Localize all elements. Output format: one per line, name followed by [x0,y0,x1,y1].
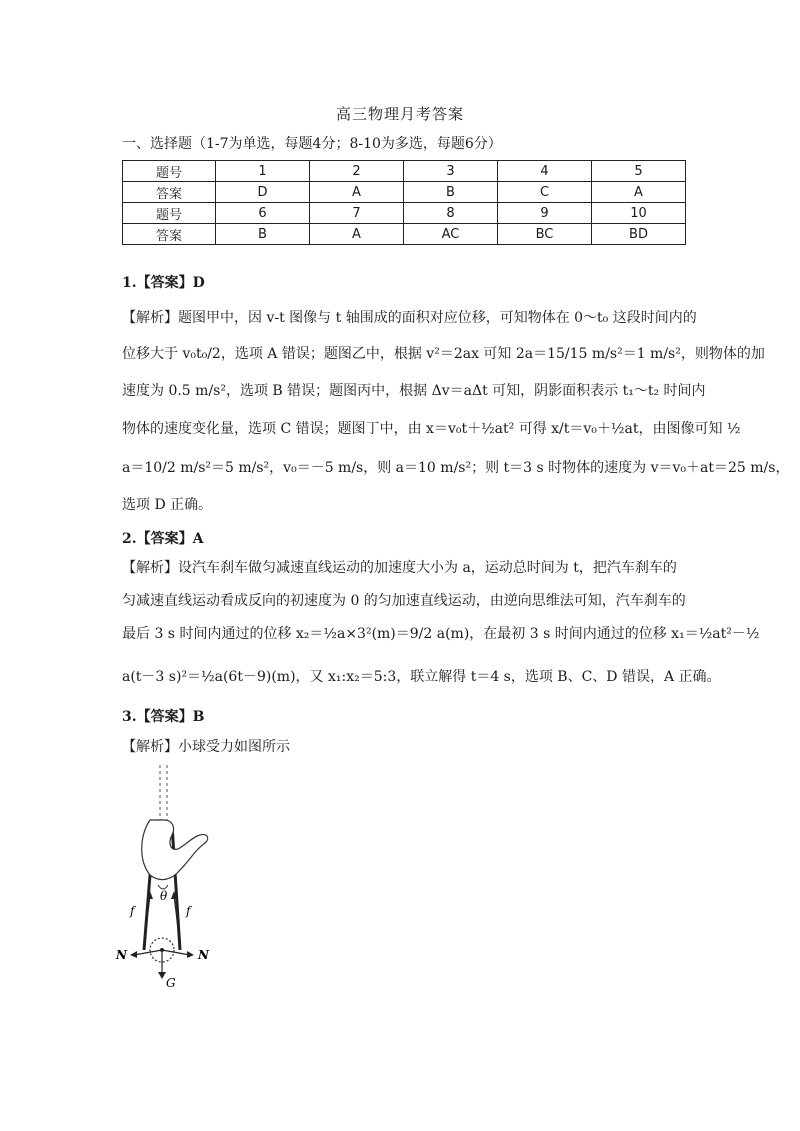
q3-explanation-line: 【解析】小球受力如图所示 [122,739,290,755]
table-cell: B [216,224,310,245]
table-cell: B [404,182,498,203]
table-cell: 答案 [123,182,216,203]
g-label: G [166,976,176,990]
table-cell: 题号 [123,161,216,182]
table-cell: 题号 [123,203,216,224]
table-cell: 4 [498,161,592,182]
q2-explanation-line: 【解析】设汽车刹车做匀减速直线运动的加速度大小为 a，运动总时间为 t，把汽车刹车的 [122,560,677,576]
q1-explanation-line: 位移大于 v₀t₀/2，选项 A 错误；题图乙中，根据 v²＝2ax 可知 2a＝15/15 m/s²＝1 m/s²，则物体的加 [122,346,765,362]
q1-explanation-line: a＝10/2 m/s²＝5 m/s²，v₀＝－5 m/s，则 a＝10 m/s²；则 t＝3 s 时物体的速度为 v＝v₀＋at＝25 m/s， [122,460,790,476]
table-row [123,224,686,245]
arrowhead [130,951,137,958]
table-cell: 9 [498,203,592,224]
table-cell: 6 [216,203,310,224]
theta-label: θ [160,889,168,903]
q1-answer-label: 1.【答案】D [122,275,205,291]
arrowhead [187,951,194,958]
hand-icon [142,820,208,880]
force-diagram [110,765,220,990]
q1-explanation-line: 物体的速度变化量，选项 C 错误；题图丁中，由 x＝v₀t＋½at² 可得 x/t＝v₀＋½at，由图像可知 ½ [122,421,741,437]
table-cell: AC [404,224,498,245]
q2-explanation-line: 最后 3 s 时间内通过的位移 x₂＝½a×3²(m)＝9/2 a(m)，在最初 3 s 时间内通过的位移 x₁＝½at²－½ [122,626,760,642]
q1-explanation-line: 选项 D 正确。 [122,497,213,513]
table-cell: 5 [592,161,686,182]
table-cell: 3 [404,161,498,182]
table-cell: 7 [310,203,404,224]
q2-explanation-line: a(t－3 s)²＝½a(6t－9)(m)，又 x₁:x₂＝5:3，联立解得 t＝4 s，选项 B、C、D 错误，A 正确。 [122,669,721,685]
table-row [123,161,686,182]
table-cell: BD [592,224,686,245]
f-right-label: f [186,904,191,918]
table-row [123,203,686,224]
table-cell: 1 [216,161,310,182]
table-cell: A [310,224,404,245]
table-cell: A [592,182,686,203]
table-cell: A [310,182,404,203]
table-row [123,182,686,203]
table-cell: D [216,182,310,203]
q3-answer-label: 3.【答案】B [122,709,205,725]
n-right-label: N [198,948,209,962]
page-title: 高三物理月考答案 [335,105,464,123]
table-cell: 10 [592,203,686,224]
table-cell: BC [498,224,592,245]
section-heading: 一、选择题（1-7为单选，每题4分；8-10为多选，每题6分） [122,136,502,152]
f-left-label: f [130,904,135,918]
table-cell: 答案 [123,224,216,245]
table-cell: 8 [404,203,498,224]
table-cell: C [498,182,592,203]
answer-table [122,160,686,245]
q1-explanation-line: 速度为 0.5 m/s²，选项 B 错误；题图丙中，根据 Δv＝aΔt 可知，阴影面积表示 t₁～t₂ 时间内 [122,383,706,399]
arrowhead [158,972,166,979]
table-cell: 2 [310,161,404,182]
q2-explanation-line: 匀减速直线运动看成反向的初速度为 0 的匀加速直线运动，由逆向思维法可知，汽车刹车的 [122,593,686,609]
q2-answer-label: 2.【答案】A [122,531,204,547]
q1-explanation-line: 【解析】题图甲中，因 v-t 图像与 t 轴围成的面积对应位移，可知物体在 0～t₀ 这段时间内的 [122,310,697,326]
n-left-label: N [116,948,127,962]
